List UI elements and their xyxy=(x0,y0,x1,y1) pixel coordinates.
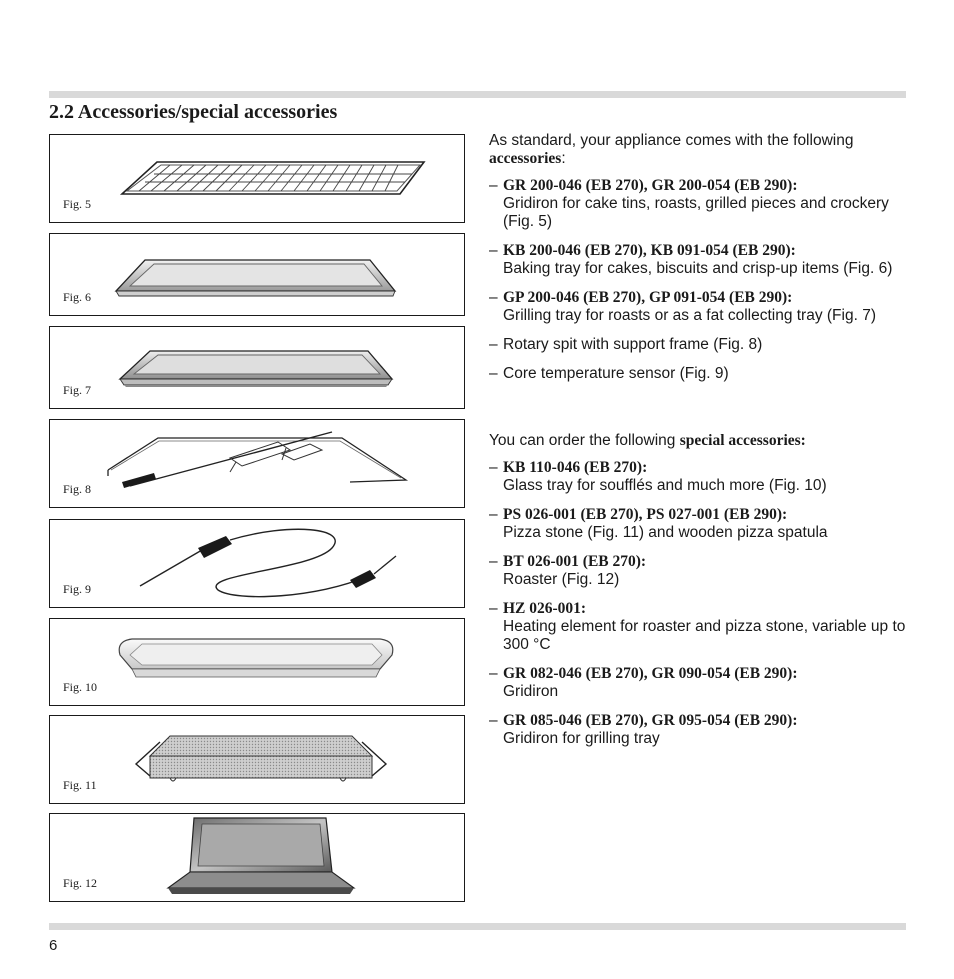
section-title: 2.2 Accessories/special accessories xyxy=(49,101,338,123)
figure-label: Fig. 12 xyxy=(63,876,98,890)
item-description: Gridiron for grilling tray xyxy=(503,730,660,747)
item-description: Roaster (Fig. 12) xyxy=(503,571,620,588)
figure-8 xyxy=(49,419,465,508)
bullet: – xyxy=(489,712,498,729)
item-description: Gridiron xyxy=(503,683,559,700)
figure-5 xyxy=(49,134,465,223)
intro-text: You can order the following xyxy=(489,432,680,449)
page-number: 6 xyxy=(49,937,58,954)
bullet: – xyxy=(489,600,498,617)
bullet: – xyxy=(489,553,498,570)
bottom-rule xyxy=(49,923,906,930)
pizza-stone-illustration xyxy=(50,716,464,803)
special-item xyxy=(489,665,909,701)
figure-label: Fig. 6 xyxy=(63,290,92,304)
special-item xyxy=(489,712,909,748)
item-description: Glass tray for soufflés and much more (Fig. 10) xyxy=(503,477,827,494)
gridiron-illustration xyxy=(50,135,464,222)
figure-label: Fig. 9 xyxy=(63,582,92,596)
item-description: Gridiron for cake tins, roasts, grilled pieces and crockery (Fig. 5) xyxy=(503,195,889,230)
figure-label: Fig. 11 xyxy=(63,778,97,792)
item-code: GR 082-046 (EB 270), GR 090-054 (EB 290): xyxy=(503,665,798,682)
intro-suffix: : xyxy=(561,150,566,167)
figure-10 xyxy=(49,618,465,706)
top-rule xyxy=(49,91,906,98)
item-description: Core temperature sensor (Fig. 9) xyxy=(503,365,729,382)
standard-intro xyxy=(489,132,909,168)
item-code: HZ 026-001: xyxy=(503,600,587,617)
item-description: Pizza stone (Fig. 11) and wooden pizza spatula xyxy=(503,524,828,541)
accessories-text xyxy=(489,132,909,759)
item-description: Baking tray for cakes, biscuits and crisp-up items (Fig. 6) xyxy=(503,260,893,277)
figure-12 xyxy=(49,813,465,902)
bullet: – xyxy=(489,365,498,382)
special-intro xyxy=(489,432,909,450)
item-code: GR 200-046 (EB 270), GR 200-054 (EB 290): xyxy=(503,177,798,194)
standard-item xyxy=(489,365,909,383)
grilling-tray-illustration xyxy=(50,327,464,408)
figure-label: Fig. 10 xyxy=(63,680,98,694)
figure-label: Fig. 5 xyxy=(63,197,92,211)
special-item xyxy=(489,459,909,495)
glass-tray-illustration xyxy=(50,619,464,705)
bullet: – xyxy=(489,665,498,682)
item-code: PS 026-001 (EB 270), PS 027-001 (EB 290): xyxy=(503,506,788,523)
figure-7 xyxy=(49,326,465,409)
figure-9 xyxy=(49,519,465,608)
bullet: – xyxy=(489,242,498,259)
special-item xyxy=(489,600,909,654)
baking-tray-illustration xyxy=(50,234,464,315)
intro-bold: special accessories: xyxy=(679,432,806,449)
item-description: Grilling tray for roasts or as a fat collecting tray (Fig. 7) xyxy=(503,307,876,324)
bullet: – xyxy=(489,506,498,523)
item-code: GR 085-046 (EB 270), GR 095-054 (EB 290): xyxy=(503,712,798,729)
item-code: KB 110-046 (EB 270): xyxy=(503,459,648,476)
rotary-spit-illustration xyxy=(50,420,464,507)
special-item xyxy=(489,553,909,589)
intro-text: As standard, your appliance comes with the following xyxy=(489,132,854,149)
figure-6 xyxy=(49,233,465,316)
standard-item xyxy=(489,177,909,231)
intro-bold: accessories xyxy=(489,150,562,167)
bullet: – xyxy=(489,336,498,353)
roaster-illustration xyxy=(50,814,464,901)
bullet: – xyxy=(489,177,498,194)
temperature-sensor-illustration xyxy=(50,520,464,607)
standard-item xyxy=(489,242,909,278)
figure-label: Fig. 8 xyxy=(63,482,92,496)
bullet: – xyxy=(489,289,498,306)
figure-label: Fig. 7 xyxy=(63,383,92,397)
standard-item xyxy=(489,289,909,325)
item-code: GP 200-046 (EB 270), GP 091-054 (EB 290): xyxy=(503,289,793,306)
item-description: Rotary spit with support frame (Fig. 8) xyxy=(503,336,763,353)
item-description: Heating element for roaster and pizza stone, variable up to 300 °C xyxy=(503,618,906,653)
item-code: BT 026-001 (EB 270): xyxy=(503,553,647,570)
bullet: – xyxy=(489,459,498,476)
item-code: KB 200-046 (EB 270), KB 091-054 (EB 290): xyxy=(503,242,796,259)
figure-11 xyxy=(49,715,465,804)
standard-item xyxy=(489,336,909,354)
special-item xyxy=(489,506,909,542)
